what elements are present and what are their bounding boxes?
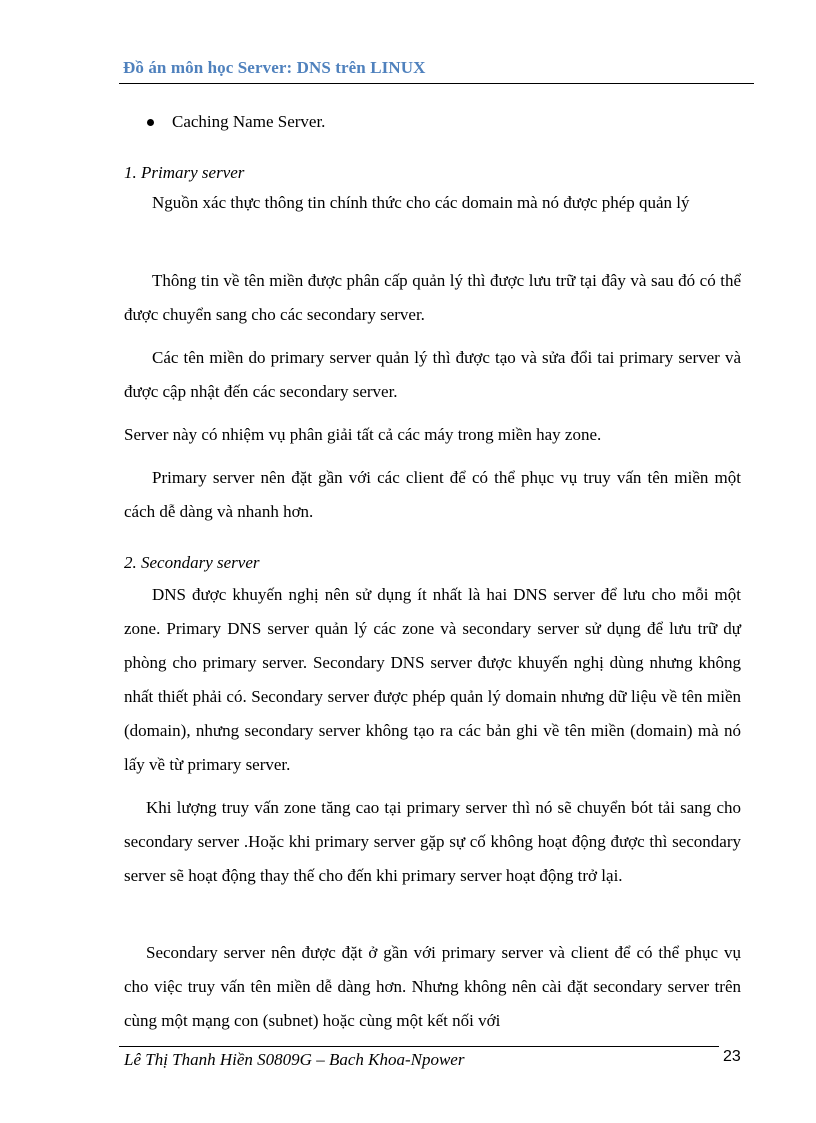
primary-paragraph-3: Các tên miền do primary server quản lý thì được tạo và sửa đổi tai primary server và được cập nhật đến các secondary server.: [124, 348, 741, 401]
bullet-dot-icon: [147, 119, 154, 126]
section-heading-primary: 1. Primary server: [124, 163, 245, 182]
section-heading-secondary: 2. Secondary server: [124, 553, 260, 572]
header-divider: [119, 83, 754, 84]
page-number: 23: [723, 1048, 741, 1065]
document-header-title: Đồ án môn học Server: DNS trên LINUX: [123, 58, 426, 77]
primary-paragraph-4: Server này có nhiệm vụ phân giải tất cả các máy trong miền hay zone.: [124, 425, 602, 444]
primary-paragraph-5: Primary server nên đặt gần với các client để có thể phục vụ truy vấn tên miền một cách dễ dàng và nhanh hơn.: [124, 468, 741, 521]
bullet-item-text: Caching Name Server.: [172, 112, 326, 131]
bullet-item: [147, 112, 325, 132]
secondary-paragraph-1: DNS được khuyến nghị nên sử dụng ít nhất là hai DNS server để lưu cho mỗi một zone. Primary DNS server quản lý các zone và secondary server sử dụng để lưu trữ dự phòng cho primary server. Secondary DNS server được khuyến nghị dùng nhưng không nhất thiết phải có. Secondary server được phép quản lý domain nhưng dữ liệu về tên miền (domain), nhưng secondary server không tạo ra các bản ghi về tên miền (domain) mà nó lấy về từ primary server.: [124, 585, 741, 774]
secondary-paragraph-3: Secondary server nên được đặt ở gần với primary server và client để có thể phục vụ cho việc truy vấn tên miền dễ dàng hơn. Nhưng không nên cài đặt secondary server trên cùng một mạng con (subnet) hoặc cùng một kết nối với: [124, 943, 741, 1030]
footer-divider: [119, 1046, 719, 1047]
footer-author: Lê Thị Thanh Hiền S0809G – Bach Khoa-Npower: [124, 1050, 465, 1069]
primary-paragraph-1: Nguồn xác thực thông tin chính thức cho các domain mà nó được phép quản lý: [152, 193, 690, 212]
primary-paragraph-2: Thông tin về tên miền được phân cấp quản lý thì được lưu trữ tại đây và sau đó có thể được chuyển sang cho các secondary server.: [124, 271, 741, 324]
secondary-paragraph-2: Khi lượng truy vấn zone tăng cao tại primary server thì nó sẽ chuyển bót tải sang cho secondary server .Hoặc khi primary server gặp sự cố không hoạt động được thì secondary server sẽ hoạt động thay thế cho đến khi primary server hoạt động trở lại.: [124, 798, 741, 885]
